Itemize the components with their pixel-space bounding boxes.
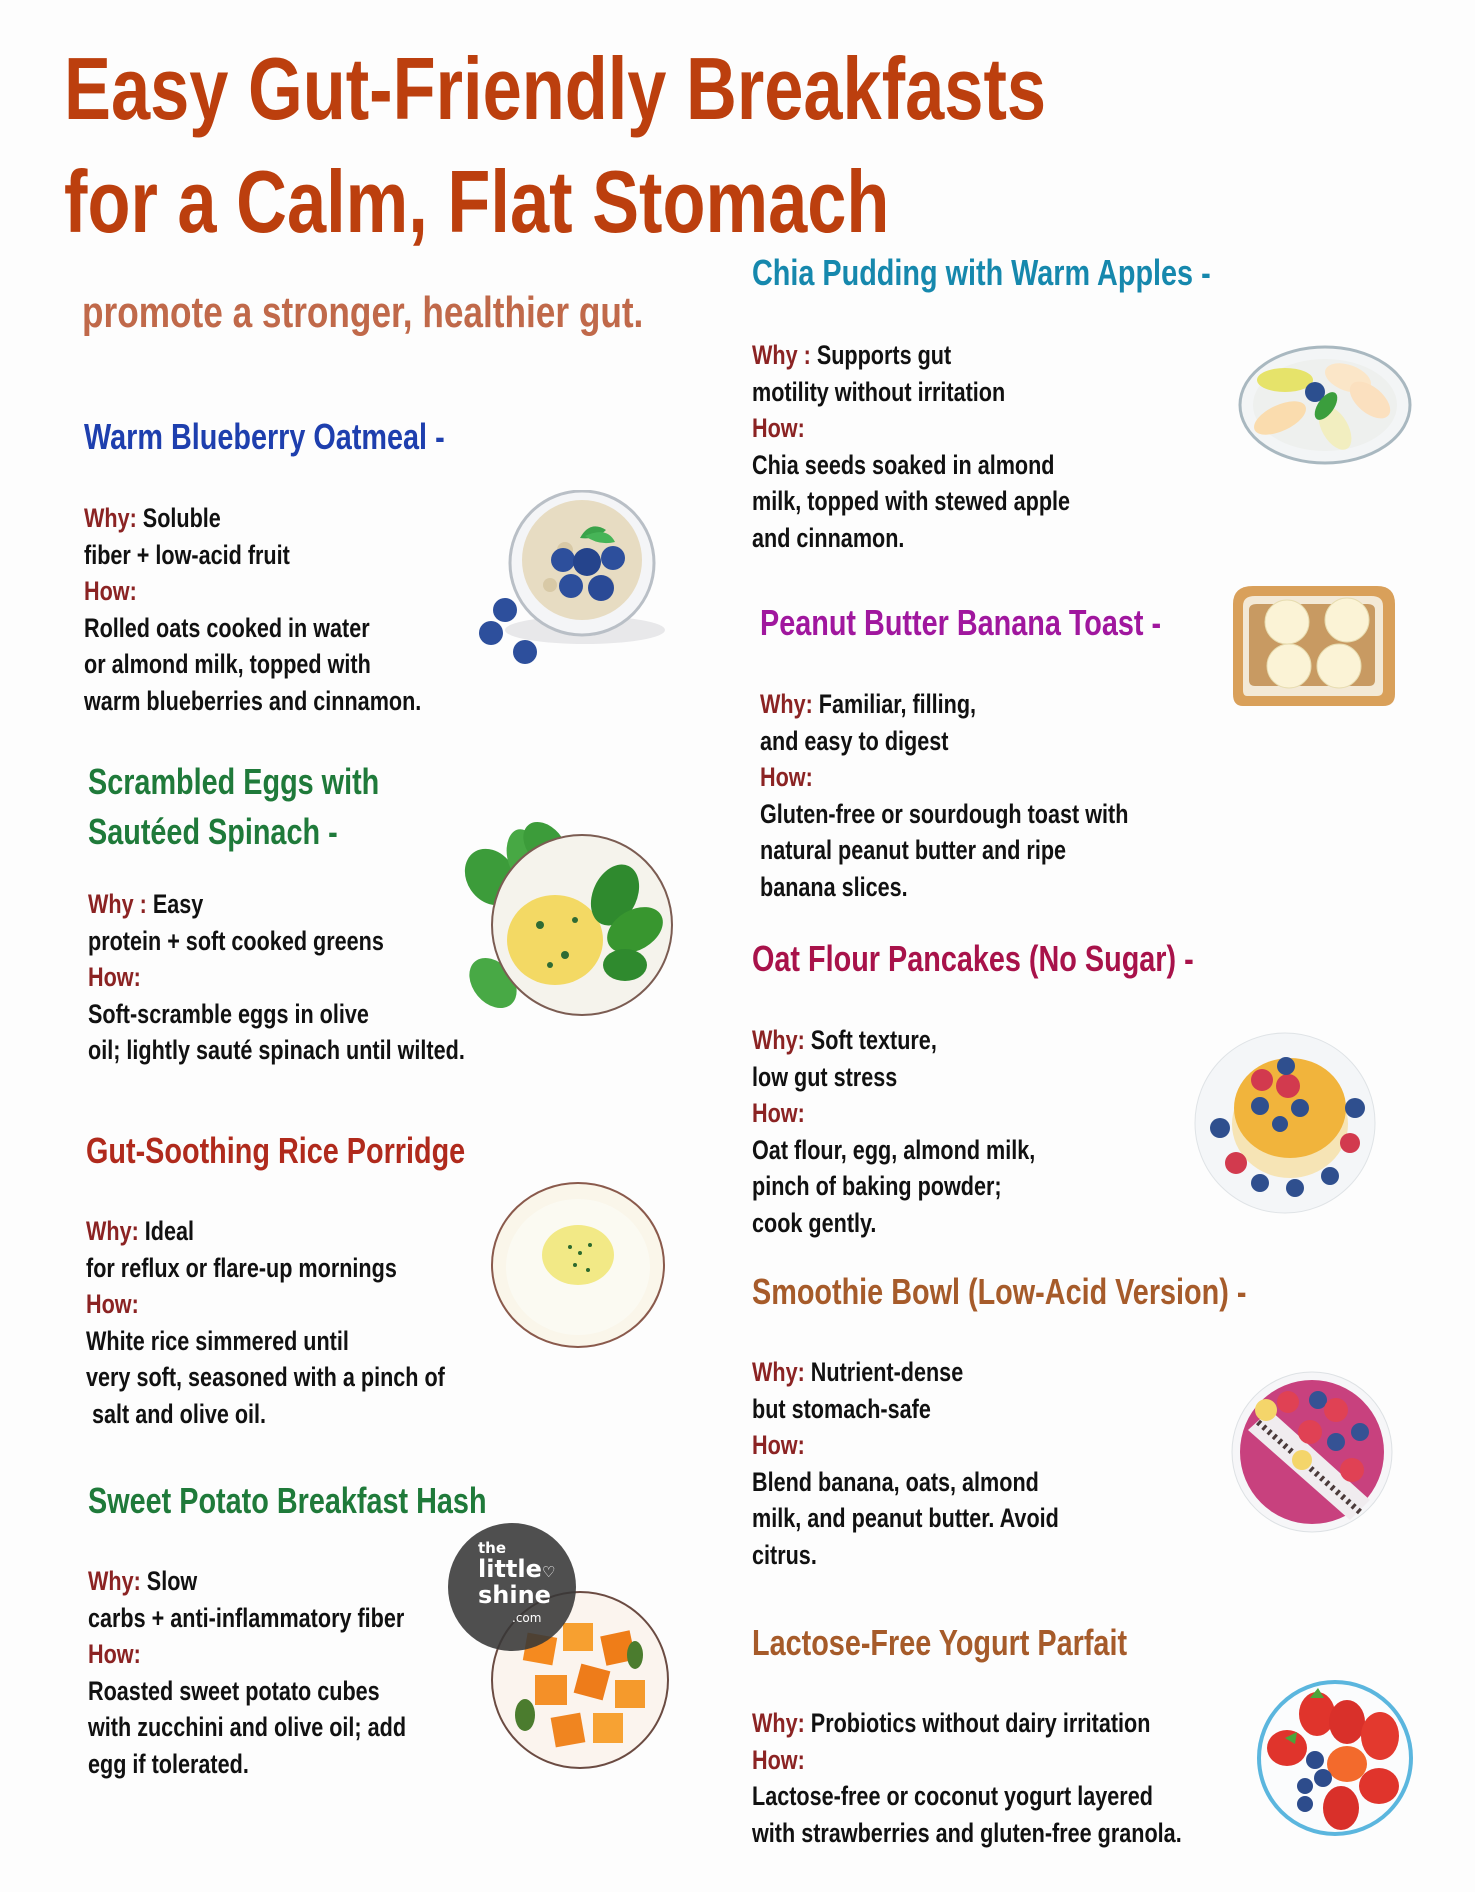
banana-toast-image bbox=[1225, 582, 1405, 710]
recipe-body: Why: Soluble fiber + low-acid fruit How: Rolled oats cooked in water or almond milk, topped with warm blueberries and cinnamon. bbox=[84, 503, 422, 716]
why-label: Why: bbox=[760, 689, 813, 719]
recipe-title: Warm Blueberry Oatmeal - bbox=[84, 416, 445, 457]
why-label: Why: bbox=[88, 1566, 141, 1596]
watermark-logo: the little♡ shine .com bbox=[448, 1523, 576, 1651]
how-label: How: bbox=[752, 1098, 805, 1128]
how-label: How: bbox=[84, 576, 137, 606]
why-label: Why: bbox=[84, 503, 137, 533]
recipe-title: Gut-Soothing Rice Porridge bbox=[86, 1130, 466, 1171]
why-label: Why: bbox=[752, 1357, 805, 1387]
chia-apple-bowl-image bbox=[1230, 340, 1420, 480]
why-label: Why : bbox=[88, 889, 147, 919]
recipe-body: Why: Soft texture, low gut stress How: Oat flour, egg, almond milk, pinch of baking powder; cook gently. bbox=[752, 1025, 1036, 1238]
recipe-title: Chia Pudding with Warm Apples - bbox=[752, 252, 1211, 293]
how-label: How: bbox=[88, 962, 141, 992]
how-label: How: bbox=[86, 1289, 139, 1319]
how-label: How: bbox=[752, 413, 805, 443]
recipe-body: Why : Supports gut motility without irritation How: Chia seeds soaked in almond milk, topped with stewed apple and cinnamon. bbox=[752, 340, 1071, 553]
smoothie-bowl-image bbox=[1230, 1370, 1395, 1535]
recipe-body: Why : Easy protein + soft cooked greens How: Soft-scramble eggs in olive oil; lightly sauté spinach until wilted. bbox=[88, 889, 465, 1065]
recipe-title: Sweet Potato Breakfast Hash bbox=[88, 1480, 487, 1521]
page-title-line-1: Easy Gut-Friendly Breakfasts bbox=[64, 39, 1047, 138]
why-label: Why: bbox=[752, 1025, 805, 1055]
rice-porridge-bowl-image bbox=[480, 1175, 670, 1355]
how-label: How: bbox=[760, 762, 813, 792]
recipe-title: Scrambled Eggs with Sautéed Spinach - bbox=[88, 761, 380, 852]
why-label: Why : bbox=[752, 340, 811, 370]
why-label: Why: bbox=[752, 1708, 805, 1738]
strawberry-plate-image bbox=[1255, 1678, 1415, 1838]
heart-icon: ♡ bbox=[541, 1563, 556, 1581]
how-label: How: bbox=[752, 1744, 805, 1775]
recipe-body: Why: Probiotics without dairy irritation How: Lactose-free or coconut yogurt layered with strawberries and gluten-free granola. bbox=[752, 1708, 1182, 1848]
recipe-body: Why: Ideal for reflux or flare-up mornings How: White rice simmered until very soft, seasoned with a pinch of salt and olive oil. bbox=[86, 1216, 445, 1429]
why-label: Why: bbox=[86, 1216, 139, 1246]
eggs-spinach-plate-image bbox=[455, 815, 685, 1030]
how-label: How: bbox=[88, 1639, 141, 1669]
recipe-body: Why: Slow carbs + anti-inflammatory fiber How: Roasted sweet potato cubes with zucchini and olive oil; add egg if tolerated. bbox=[88, 1566, 407, 1779]
page-title-line-2: for a Calm, Flat Stomach bbox=[64, 152, 890, 251]
recipe-title: Oat Flour Pancakes (No Sugar) - bbox=[752, 938, 1194, 979]
recipe-title: Lactose-Free Yogurt Parfait bbox=[752, 1622, 1128, 1663]
oatmeal-bowl-image bbox=[455, 490, 685, 665]
how-label: How: bbox=[752, 1430, 805, 1460]
recipe-body: Why: Nutrient-dense but stomach-safe How: Blend banana, oats, almond milk, and peanut butter. Avoid citrus. bbox=[752, 1357, 1059, 1570]
pancake-plate-image bbox=[1190, 1028, 1380, 1218]
page-subtitle: promote a stronger, healthier gut. bbox=[82, 288, 644, 337]
recipe-body: Why: Familiar, filling, and easy to digest How: Gluten-free or sourdough toast with natural peanut butter and ripe banana slices. bbox=[760, 689, 1129, 902]
recipe-title: Peanut Butter Banana Toast - bbox=[760, 602, 1162, 643]
recipe-title: Smoothie Bowl (Low-Acid Version) - bbox=[752, 1271, 1247, 1312]
